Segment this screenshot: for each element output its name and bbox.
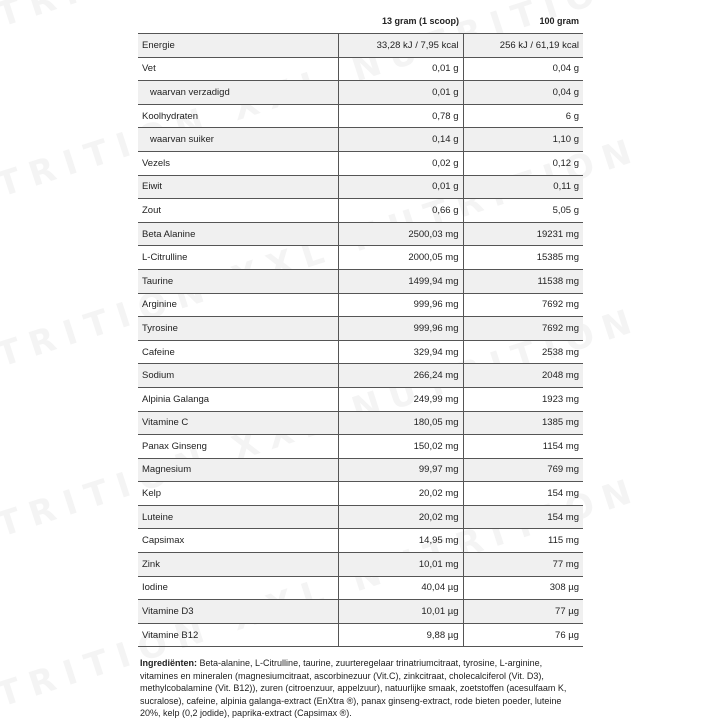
serving-value: 999,96 mg (338, 317, 463, 341)
table-row (138, 364, 583, 388)
table-row (138, 482, 583, 506)
nutrient-name: Arginine (138, 293, 338, 317)
serving-value: 10,01 mg (338, 553, 463, 577)
header-per-100g: 100 gram (463, 8, 583, 34)
nutrient-name: Taurine (138, 269, 338, 293)
per-100g-value: 2048 mg (463, 364, 583, 388)
per-100g-value: 76 µg (463, 623, 583, 647)
table-row (138, 293, 583, 317)
ingredients-text (138, 647, 583, 719)
nutrient-name: Vitamine B12 (138, 623, 338, 647)
per-100g-value: 769 mg (463, 458, 583, 482)
serving-value: 999,96 mg (338, 293, 463, 317)
per-100g-value: 0,11 g (463, 175, 583, 199)
table-row (138, 175, 583, 199)
serving-value: 180,05 mg (338, 411, 463, 435)
per-100g-value: 0,12 g (463, 151, 583, 175)
serving-value: 0,14 g (338, 128, 463, 152)
serving-value: 0,78 g (338, 104, 463, 128)
nutrient-name: Zink (138, 553, 338, 577)
table-row (138, 435, 583, 459)
serving-value: 0,01 g (338, 57, 463, 81)
per-100g-value: 308 µg (463, 576, 583, 600)
table-row (138, 458, 583, 482)
nutrient-name: waarvan suiker (138, 128, 338, 152)
header-empty (138, 8, 338, 34)
per-100g-value: 115 mg (463, 529, 583, 553)
per-100g-value: 77 µg (463, 600, 583, 624)
per-100g-value: 154 mg (463, 505, 583, 529)
per-100g-value: 1154 mg (463, 435, 583, 459)
nutrient-name: Vitamine C (138, 411, 338, 435)
per-100g-value: 15385 mg (463, 246, 583, 270)
nutrient-name: Vitamine D3 (138, 600, 338, 624)
serving-value: 2500,03 mg (338, 222, 463, 246)
serving-value: 2000,05 mg (338, 246, 463, 270)
table-row (138, 246, 583, 270)
per-100g-value: 7692 mg (463, 317, 583, 341)
per-100g-value: 154 mg (463, 482, 583, 506)
table-row (138, 81, 583, 105)
per-100g-value: 1385 mg (463, 411, 583, 435)
ingredients-list: Beta-alanine, L-Citrulline, taurine, zuurteregelaar trinatriumcitraat, tyrosine, L-arginine, vitamines en mineralen (magnesiumcitraat, ascorbinezuur (Vit.C), zinkcitraat, cholecalciferol (Vit. D3), methylcobalamine (Vit. B12)), zuren (citroenzuur, appelzuur), natuurlijke smaak, zoetstoffen (acesulfaam K, sucralose), cafeine, alpinia galanga-extract (EnXtra ®), panax ginseng-extract, rode bieten poeder, luteine 20%, kelp (0,2 jodide), paprika-extract (Capsimax ®). (140, 658, 567, 719)
nutrition-rows (138, 34, 583, 647)
table-row (138, 529, 583, 553)
serving-value: 99,97 mg (338, 458, 463, 482)
serving-value: 10,01 µg (338, 600, 463, 624)
nutrient-name: Vet (138, 57, 338, 81)
table-row (138, 600, 583, 624)
nutrient-name: Magnesium (138, 458, 338, 482)
serving-value: 0,02 g (338, 151, 463, 175)
serving-value: 0,01 g (338, 81, 463, 105)
nutrition-table (138, 8, 583, 647)
serving-value: 0,66 g (338, 199, 463, 223)
header-serving: 13 gram (1 scoop) (338, 8, 463, 34)
table-row (138, 151, 583, 175)
table-header-row (138, 8, 583, 34)
per-100g-value: 11538 mg (463, 269, 583, 293)
table-row (138, 199, 583, 223)
table-row (138, 128, 583, 152)
table-row (138, 411, 583, 435)
per-100g-value: 0,04 g (463, 57, 583, 81)
nutrition-panel (138, 8, 583, 719)
table-row (138, 553, 583, 577)
table-row (138, 340, 583, 364)
nutrient-name: Beta Alanine (138, 222, 338, 246)
table-row (138, 505, 583, 529)
nutrient-name: Panax Ginseng (138, 435, 338, 459)
serving-value: 150,02 mg (338, 435, 463, 459)
ingredients-label: Ingrediënten: (140, 658, 198, 669)
nutrient-name: Cafeine (138, 340, 338, 364)
serving-value: 20,02 mg (338, 482, 463, 506)
per-100g-value: 2538 mg (463, 340, 583, 364)
table-row (138, 222, 583, 246)
nutrient-name: Alpinia Galanga (138, 387, 338, 411)
per-100g-value: 5,05 g (463, 199, 583, 223)
nutrient-name: Tyrosine (138, 317, 338, 341)
serving-value: 329,94 mg (338, 340, 463, 364)
table-row (138, 34, 583, 58)
serving-value: 1499,94 mg (338, 269, 463, 293)
serving-value: 33,28 kJ / 7,95 kcal (338, 34, 463, 58)
nutrient-name: Sodium (138, 364, 338, 388)
table-row (138, 576, 583, 600)
per-100g-value: 1,10 g (463, 128, 583, 152)
table-row (138, 623, 583, 647)
nutrient-name: waarvan verzadigd (138, 81, 338, 105)
table-row (138, 57, 583, 81)
nutrient-name: Iodine (138, 576, 338, 600)
serving-value: 266,24 mg (338, 364, 463, 388)
per-100g-value: 7692 mg (463, 293, 583, 317)
nutrient-name: Eiwit (138, 175, 338, 199)
serving-value: 40,04 µg (338, 576, 463, 600)
nutrient-name: Kelp (138, 482, 338, 506)
per-100g-value: 6 g (463, 104, 583, 128)
nutrient-name: Koolhydraten (138, 104, 338, 128)
nutrient-name: Luteine (138, 505, 338, 529)
nutrient-name: Zout (138, 199, 338, 223)
table-row (138, 269, 583, 293)
nutrient-name: Capsimax (138, 529, 338, 553)
per-100g-value: 77 mg (463, 553, 583, 577)
per-100g-value: 19231 mg (463, 222, 583, 246)
nutrient-name: L-Citrulline (138, 246, 338, 270)
table-row (138, 387, 583, 411)
serving-value: 0,01 g (338, 175, 463, 199)
table-row (138, 317, 583, 341)
per-100g-value: 1923 mg (463, 387, 583, 411)
table-row (138, 104, 583, 128)
per-100g-value: 256 kJ / 61,19 kcal (463, 34, 583, 58)
serving-value: 249,99 mg (338, 387, 463, 411)
serving-value: 9,88 µg (338, 623, 463, 647)
nutrient-name: Energie (138, 34, 338, 58)
serving-value: 20,02 mg (338, 505, 463, 529)
serving-value: 14,95 mg (338, 529, 463, 553)
per-100g-value: 0,04 g (463, 81, 583, 105)
nutrient-name: Vezels (138, 151, 338, 175)
